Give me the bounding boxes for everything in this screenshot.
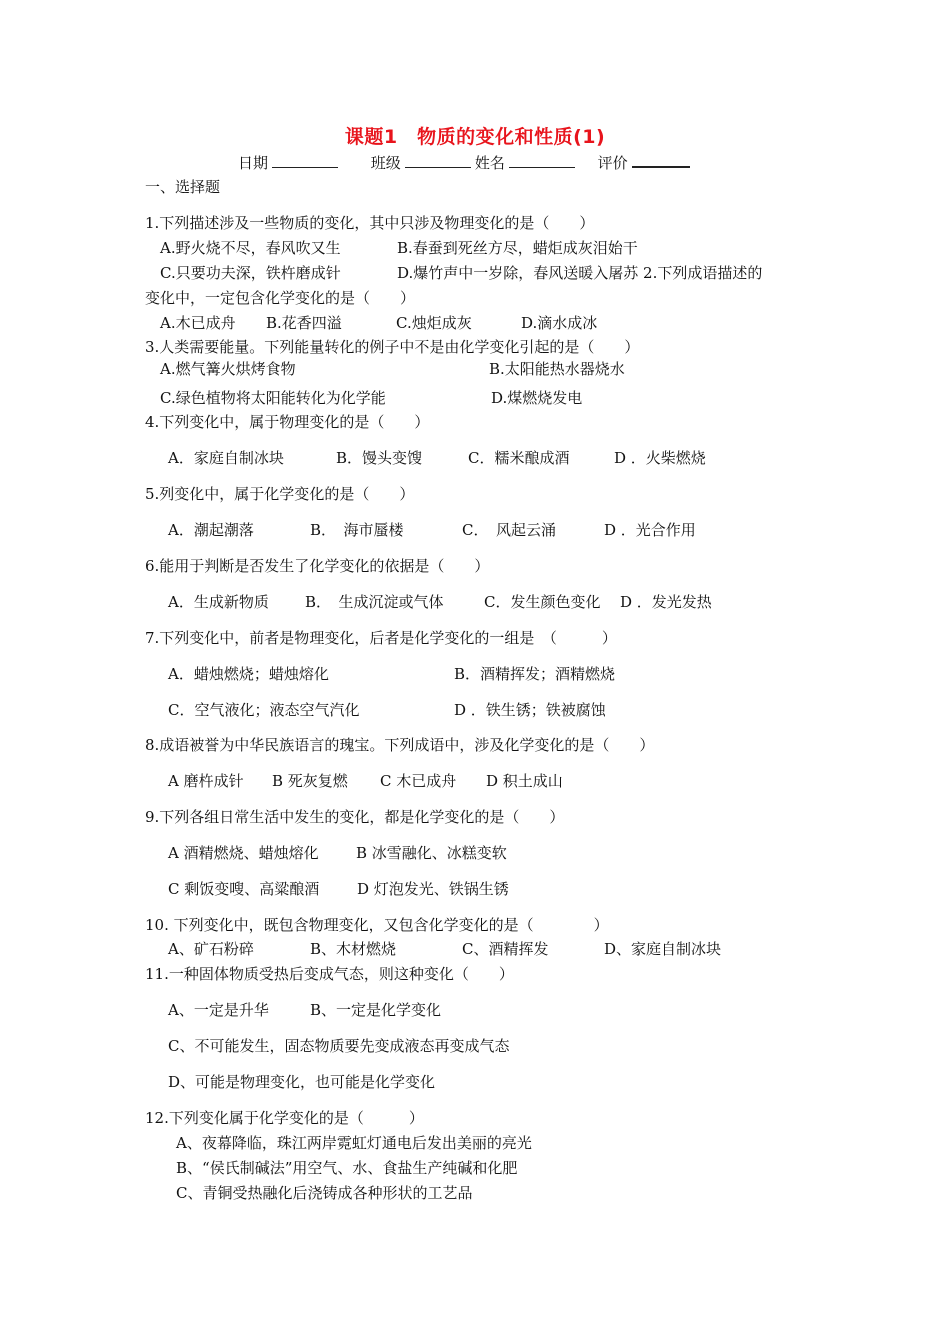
option: A.木已成舟 xyxy=(160,314,236,332)
option: A、矿石粉碎 xyxy=(168,940,254,958)
question-stem: 6.能用于判断是否发生了化学变化的依据是（ ） xyxy=(145,557,490,575)
option: C 木已成舟 xyxy=(380,772,457,790)
option: D ．铁生锈；铁被腐蚀 xyxy=(454,701,606,719)
question-stem: 8.成语被誉为中华民族语言的瑰宝。下列成语中，涉及化学变化的是（ ） xyxy=(145,736,655,754)
question-stem: 5.列变化中，属于化学变化的是（ ） xyxy=(145,485,415,503)
option: D ．发光发热 xyxy=(620,593,712,611)
option: B.花香四溢 xyxy=(266,314,342,332)
class-blank xyxy=(405,153,471,168)
page-title: 课题1 物质的变化和性质(1) xyxy=(344,126,606,148)
option: B． 海市蜃楼 xyxy=(310,521,404,539)
option: C.只要功夫深，铁杵磨成针 xyxy=(160,264,341,282)
option: C 剩饭变嗖、高粱酿酒 xyxy=(168,880,320,898)
date-label: 日期 xyxy=(238,154,269,172)
question-stem: 变化中，一定包含化学变化的是（ ） xyxy=(145,289,416,307)
option: D.滴水成冰 xyxy=(521,314,598,332)
class-label: 班级 xyxy=(370,154,401,172)
question-stem: 10. 下列变化中，既包含物理变化，又包含化学变化的是（ ） xyxy=(145,916,609,934)
option: B、一定是化学变化 xyxy=(310,1001,442,1019)
question-stem: 4.下列变化中，属于物理变化的是（ ） xyxy=(145,413,430,431)
option: C．糯米酿成酒 xyxy=(468,449,570,467)
question-stem: 12.下列变化属于化学变化的是（ ） xyxy=(145,1109,424,1127)
option: C．发生颜色变化 xyxy=(484,593,601,611)
option: A．生成新物质 xyxy=(168,593,269,611)
option: C.绿色植物将太阳能转化为化学能 xyxy=(160,389,386,407)
option: A.野火烧不尽，春风吹又生 xyxy=(160,239,341,257)
grade-label: 评价 xyxy=(597,154,628,172)
option: A.燃气篝火烘烤食物 xyxy=(160,360,296,378)
option: C． 风起云涌 xyxy=(462,521,556,539)
name-label: 姓名 xyxy=(474,154,505,172)
option: B．馒头变馊 xyxy=(336,449,423,467)
question-stem: 3.人类需要能量。下列能量转化的例子中不是由化学变化引起的是（ ） xyxy=(145,338,640,356)
option: A．家庭自制冰块 xyxy=(168,449,284,467)
grade-blank xyxy=(632,152,690,168)
option: C、酒精挥发 xyxy=(462,940,549,958)
option: B 冰雪融化、冰糕变软 xyxy=(356,844,507,862)
option: D 积土成山 xyxy=(486,772,563,790)
question-stem: 7.下列变化中，前者是物理变化，后者是化学变化的一组是 （ ） xyxy=(145,629,617,647)
option: D、家庭自制冰块 xyxy=(604,940,722,958)
option: B.春蚕到死丝方尽，蜡炬成灰泪始干 xyxy=(397,239,638,257)
option: A．潮起潮落 xyxy=(168,521,254,539)
section-title: 一、选择题 xyxy=(145,178,221,196)
option: B．酒精挥发；酒精燃烧 xyxy=(454,665,616,683)
option: A 酒精燃烧、蜡烛熔化 xyxy=(168,844,319,862)
option: D ．光合作用 xyxy=(604,521,696,539)
option: D.爆竹声中一岁除，春风送暖入屠苏 2.下列成语描述的 xyxy=(397,264,763,282)
option: A、夜幕降临，珠江两岸霓虹灯通电后发出美丽的亮光 xyxy=(176,1134,532,1152)
question-stem: 11.一种固体物质受热后变成气态，则这种变化（ ） xyxy=(145,965,514,983)
question-stem: 1.下列描述涉及一些物质的变化，其中只涉及物理变化的是（ ） xyxy=(145,214,595,232)
option: B、木材燃烧 xyxy=(310,940,397,958)
option: B． 生成沉淀或气体 xyxy=(305,593,444,611)
option: C、不可能发生，固态物质要先变成液态再变成气态 xyxy=(168,1037,510,1055)
option: C.烛炬成灰 xyxy=(396,314,472,332)
question-stem: 9.下列各组日常生活中发生的变化，都是化学变化的是（ ） xyxy=(145,808,565,826)
option: A 磨杵成针 xyxy=(168,772,244,790)
option: B、“侯氏制碱法”用空气、水、食盐生产纯碱和化肥 xyxy=(176,1159,518,1177)
option: D、可能是物理变化，也可能是化学变化 xyxy=(168,1073,436,1091)
option: C．空气液化；液态空气汽化 xyxy=(168,701,360,719)
date-blank xyxy=(272,153,338,168)
name-blank xyxy=(509,153,575,168)
option: D.煤燃烧发电 xyxy=(491,389,583,407)
info-line xyxy=(238,152,694,173)
option: A．蜡烛燃烧；蜡烛熔化 xyxy=(168,665,329,683)
option: D ．火柴燃烧 xyxy=(614,449,706,467)
option: D 灯泡发光、铁锅生锈 xyxy=(357,880,509,898)
option: B.太阳能热水器烧水 xyxy=(489,360,625,378)
option: B 死灰复燃 xyxy=(272,772,348,790)
option: A、一定是升华 xyxy=(168,1001,269,1019)
option: C、青铜受热融化后浇铸成各种形状的工艺品 xyxy=(176,1184,473,1202)
